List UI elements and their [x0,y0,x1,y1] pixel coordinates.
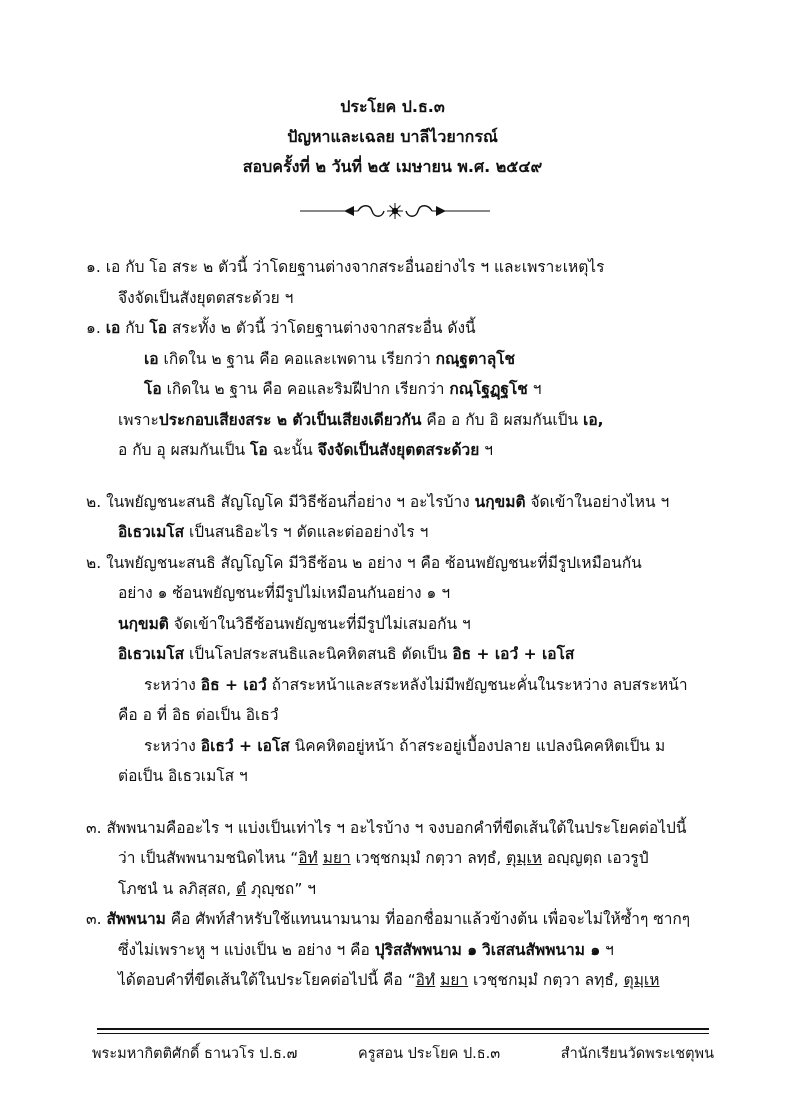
underlined-word: มยา [440,971,469,989]
answer-number: ๓. [86,910,107,928]
answer-line [86,435,708,466]
text-run: โภชนํ น ลภิสฺสถ, [118,879,236,898]
text-run: ๒. ในพยัญชนะสนธิ สัญโญโค มีวิธีซ้อนกี่อย่าง ฯ อะไรบ้าง [86,492,475,511]
exam-level-title: ประโยค ป.ธ.๓ [340,97,445,116]
answer-line [86,965,708,996]
bold-term: นกฺขมติ [118,614,169,633]
text-run: เกิดใน ๒ ฐาน คือ คอและเพดาน เรียกว่า [158,349,436,368]
footer-role: ครูสอน ประโยค ป.ธ.๓ [358,1046,501,1062]
document-header [0,92,785,182]
bold-term: อิธ + เอวํ [200,675,267,694]
underlined-word: ตุมฺเห [506,849,543,867]
bold-term: กณฺโฐฏฺฐโช [449,380,528,398]
question-2 [86,487,708,548]
question-3 [86,813,708,905]
answer-line [86,904,708,935]
bold-term: จึงจัดเป็นสังยุตตสระด้วย [317,441,480,459]
answer-line [86,731,708,762]
answer-line: คือ อ ที่ อิธ ต่อเป็น อิเธวํ [118,706,279,724]
footer-rule-thick [97,1028,709,1030]
text-run: เกิดใน ๒ ฐาน คือ คอและริมฝีปาก เรียกว่า [161,380,450,398]
question-line [86,487,708,518]
bold-term: อิเธวเมโส [118,523,185,541]
text-run: ฯ [479,441,493,459]
bold-term: กณฺฐตาลุโช [435,349,516,368]
bold-term: เอ [105,319,121,337]
text-run: คือ อ กับ อิ ผสมกันเป็น [421,410,584,429]
bold-term: สัพพนาม [106,910,166,928]
answer-line [86,639,708,670]
text-run: เวชฺชกมฺมํ กตฺวา ลทฺธํ, [468,971,624,989]
answer-line [86,374,708,405]
question-line: ๑. เอ กับ โอ สระ ๒ ตัวนี้ ว่าโดยฐานต่างจากสระอื่นอย่างไร ฯ และเพราะเหตุไร [86,258,605,276]
text-run: ถ้าสระหน้าและสระหลังไม่มีพยัญชนะคั่นในระหว่าง ลบสระหน้า [266,675,688,694]
text-run: ระหว่าง [144,736,201,755]
question-line [86,517,708,548]
text-run: กับ [120,319,150,337]
bold-term: โอ [250,441,268,459]
underlined-word: อิทํ [415,971,436,989]
text-run: ฯ [527,380,542,398]
question-line: จึงจัดเป็นสังยุตตสระด้วย ฯ [118,288,294,307]
answer-3 [86,904,708,996]
underlined-word: ตํ [235,879,247,898]
text-run: ว่า เป็นสัพพนามชนิดไหน “ [118,849,299,867]
bold-term: ปุริสสัพพนาม ๑ [374,940,478,959]
bold-term: เอ [144,349,159,368]
answer-1 [86,313,708,466]
bold-term: อิเธวํ + เอโส [200,736,290,755]
answer-line [86,405,708,436]
question-line: ๓. สัพพนามคืออะไร ฯ แบ่งเป็นเท่าไร ฯ อะไรบ้าง ฯ จงบอกคำที่ขีดเส้นใต้ในประโยคต่อไปนี้ [86,818,687,837]
answer-2 [86,548,708,792]
bold-term: โอ [149,319,168,337]
page-footer [92,1042,714,1065]
bold-term: ประกอบเสียงสระ ๒ ตัวเป็นเสียงเดียวกัน [158,410,422,429]
underlined-word: มยา [322,849,351,867]
text-run: นิคคหิตอยู่หน้า ถ้าสระอยู่เบื้องปลาย แปลงนิคคหิตเป็น ม [289,736,666,755]
bold-term: วิเสสนสัพพนาม ๑ [482,940,601,959]
answer-line: ต่อเป็น อิเธวเมโส ฯ [118,767,248,785]
footer-institution: สำนักเรียนวัดพระเชตุพน [560,1046,714,1062]
question-1 [86,252,708,313]
exam-body [86,252,708,996]
answer-line [86,935,708,966]
text-run: จัดเข้าในอย่างไหน ฯ [525,492,670,511]
ornament-divider [300,200,490,222]
text-run: ฯ [600,940,614,959]
question-line [86,874,708,905]
text-run: ฉะนั้น [267,441,318,459]
text-run: เพราะ [118,410,159,429]
bold-term: อิเธวเมโส [118,645,185,663]
answer-line [86,670,708,701]
text-run: เวชฺชกมฺมํ กตฺวา ลทฺธํ, [350,849,507,867]
text-run: คือ ศัพท์สำหรับใช้แทนนามนาม ที่ออกชื่อมาแล้วข้างต้น เพื่อจะไม่ให้ซ้ำๆ ซากๆ [165,910,691,928]
answer-line [86,344,708,375]
text-run: ระหว่าง [144,675,201,694]
underlined-word: ตุมฺเห [623,971,660,989]
question-line [86,843,708,874]
answer-line: ๒. ในพยัญชนะสนธิ สัญโญโค มีวิธีซ้อน ๒ อย่าง ฯ คือ ซ้อนพยัญชนะที่มีรูปเหมือนกัน [86,553,642,572]
text-run: เป็นสนธิอะไร ฯ ตัดและต่ออย่างไร ฯ [184,523,429,541]
underlined-word: อิทํ [298,849,318,867]
text-run: ซึ่งไม่เพราะหู ฯ แบ่งเป็น ๒ อย่าง ฯ คือ [118,940,375,959]
footer-author: พระมหากิตติศักดิ์ ธานวโร ป.ธ.๗ [92,1046,298,1062]
answer-line: อย่าง ๑ ซ้อนพยัญชนะที่มีรูปไม่เหมือนกันอย่าง ๑ ฯ [118,584,451,602]
answer-line [86,313,708,344]
bold-term: อิธ + เอวํ + เอโส [452,645,575,663]
text-run: อญฺญตฺถ เอวรูปํ [542,849,649,867]
text-run: ภุญฺชถ” ฯ [246,879,316,898]
text-run: จัดเข้าในวิธีซ้อนพยัญชนะที่มีรูปไม่เสมอกัน ฯ [168,614,471,633]
text-run: อ กับ อุ ผสมกันเป็น [118,441,251,459]
text-run: สระทั้ง ๒ ตัวนี้ ว่าโดยฐานต่างจากสระอื่น ดังนี้ [167,319,476,337]
answer-number: ๑. [86,319,106,337]
bold-term: เอ, [583,410,604,429]
text-run: ได้ตอบคำที่ขีดเส้นใต้ในประโยคต่อไปนี้ คือ “ [118,971,416,989]
bold-term: โอ [144,380,162,398]
exam-date-title: สอบครั้งที่ ๒ วันที่ ๒๕ เมษายน พ.ศ. ๒๕๔๙ [242,157,543,176]
exam-subject-title: ปัญหาและเฉลย บาลีไวยากรณ์ [287,127,498,146]
bold-term: นกฺขมติ [474,492,526,511]
text-run: เป็นโลปสระสนธิและนิคหิตสนธิ ตัดเป็น [184,645,453,663]
answer-line [86,609,708,640]
footer-rule-thin [97,1033,709,1034]
